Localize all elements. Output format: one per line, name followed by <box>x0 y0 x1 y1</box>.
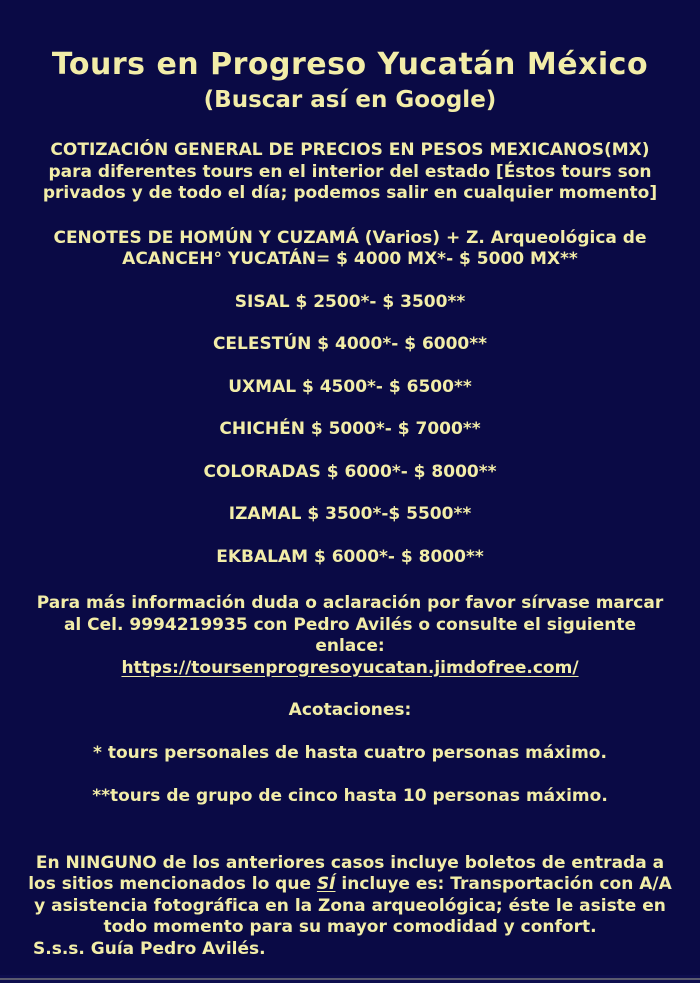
disclaimer-emphasis-si: SÍ <box>316 874 336 894</box>
tour-price-celestun: CELESTÚN $ 4000*- $ 6000** <box>212 334 488 354</box>
signature-line: S.s.s. Guía Pedro Avilés. <box>33 938 266 959</box>
tour-price-izamal: IZAMAL $ 3500*-$ 5500** <box>228 504 472 524</box>
tour-price-uxmal: UXMAL $ 4500*- $ 6500** <box>228 376 472 397</box>
disclaimer-text-part2: incluye es: Transportación con A/A y asistencia fotográfica en la Zona arqueológica; éste le asiste en todo momento para su mayor comodidad y confort. <box>34 874 672 937</box>
intro-paragraph: COTIZACIÓN GENERAL DE PRECIOS EN PESOS MEXICANOS(MX) para diferentes tours en el interior del estado [Éstos tours son privados y de todo el día; podemos salir en cualquier momento] <box>42 140 658 203</box>
tour-price-list <box>0 228 700 569</box>
contact-block <box>0 593 700 679</box>
disclaimer-paragraph <box>0 853 700 939</box>
note-group-tours: **tours de grupo de cinco hasta 10 personas máximo. <box>92 786 608 806</box>
page-title: Tours en Progreso Yucatán México <box>51 47 649 82</box>
tour-price-coloradas: COLORADAS $ 6000*- $ 8000** <box>203 461 497 482</box>
tour-price-chichen: CHICHÉN $ 5000*- $ 7000** <box>219 419 481 439</box>
bottom-border-line <box>0 978 700 980</box>
tour-price-cenotes: CENOTES DE HOMÚN Y CUZAMÁ (Varios) + Z. Arqueológica de ACANCEH° YUCATÁN= $ 4000 MX*- $ 5000 MX** <box>53 227 647 269</box>
contact-text: Para más información duda o aclaración por favor sírvase marcar al Cel. 9994219935 con Pedro Avilés o consulte el siguiente enlace: <box>36 593 664 656</box>
note-personal-tours: * tours personales de hasta cuatro personas máximo. <box>93 742 607 763</box>
notes-heading: Acotaciones: <box>288 700 412 720</box>
tour-price-ekbalam: EKBALAM $ 6000*- $ 8000** <box>216 546 484 567</box>
tour-price-sisal: SISAL $ 2500*- $ 3500** <box>234 291 466 312</box>
website-link[interactable]: https://toursenprogresoyucatan.jimdofree.com/ <box>121 657 579 678</box>
disclaimer-text-part1: En NINGUNO de los anteriores casos incluye boletos de entrada a los sitios mencionados lo que <box>28 852 665 894</box>
page-subtitle: (Buscar así en Google) <box>203 87 497 113</box>
